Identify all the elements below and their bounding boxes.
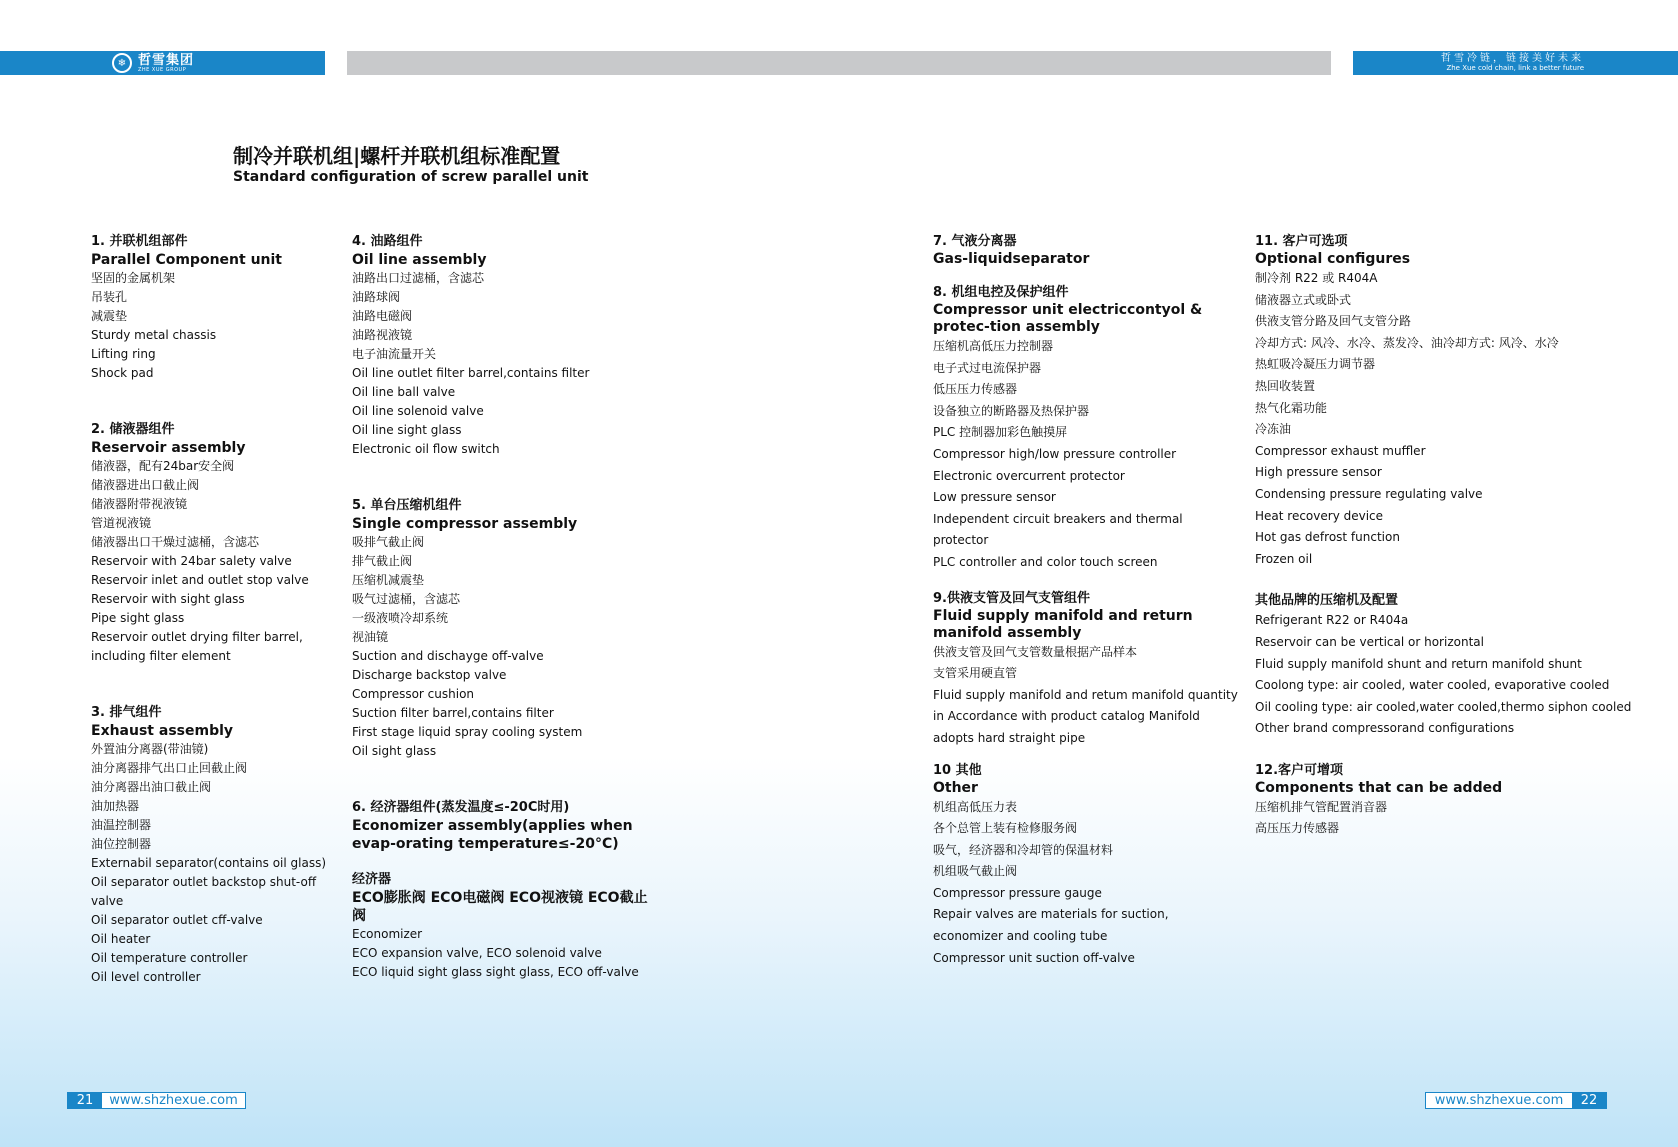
list-item: 油分离器出油口截止阀 bbox=[91, 780, 212, 794]
list-item: Oil separator outlet cff-valve bbox=[91, 913, 263, 927]
section-1-2 bbox=[91, 421, 346, 666]
section-heading-cn: 8. 机组电控及保护组件 bbox=[933, 285, 1069, 300]
section-heading-cn: 其他品牌的压缩机及配置 bbox=[1255, 593, 1399, 609]
list-item: Reservoir can be vertical or horizontal bbox=[1255, 634, 1484, 649]
section-4-1 bbox=[1255, 233, 1655, 570]
list-item: Sturdy metal chassis bbox=[91, 328, 217, 342]
section-2-2 bbox=[352, 497, 652, 761]
list-item: economizer and cooling tube bbox=[933, 929, 1108, 944]
section-heading-en: Single compressor assembly bbox=[352, 516, 578, 532]
list-item: 供液支管分路及回气支管分路 bbox=[1255, 314, 1412, 329]
column-2 bbox=[352, 233, 652, 982]
list-item: Fluid supply manifold shunt and return manifold shunt bbox=[1255, 656, 1582, 671]
slogan-en: Zhe Xue cold chain, link a better future bbox=[1446, 64, 1584, 72]
list-item: 制冷剂 R22 或 R404A bbox=[1255, 271, 1378, 285]
logo-name-en: ZHE XUE GROUP bbox=[138, 66, 187, 73]
section-heading-en: Fluid supply manifold and return manifold assembly bbox=[933, 607, 1193, 641]
list-item: 吸排气截止阀 bbox=[352, 535, 425, 549]
list-item: 电子油流量开关 bbox=[352, 347, 437, 361]
section-4-3 bbox=[1255, 762, 1655, 840]
section-heading-cn: 1. 并联机组部件 bbox=[91, 234, 188, 249]
list-item: PLC controller and color touch screen bbox=[933, 554, 1158, 569]
list-item: Oil line outlet filter barrel,contains filter bbox=[352, 366, 590, 380]
list-item: 支管采用硬直管 bbox=[933, 666, 1018, 681]
list-item: Frozen oil bbox=[1255, 551, 1313, 566]
list-item: Lifting ring bbox=[91, 347, 156, 361]
section-3-2 bbox=[933, 284, 1238, 574]
page-number-left: 21 bbox=[68, 1093, 102, 1108]
list-item: 油路视液镜 bbox=[352, 328, 413, 342]
section-2-4 bbox=[352, 871, 652, 982]
list-item: Reservoir with 24bar salety valve bbox=[91, 554, 292, 568]
section-heading-cn: 11. 客户可选项 bbox=[1255, 234, 1348, 249]
list-item: 低压压力传感器 bbox=[933, 382, 1018, 397]
section-2-3 bbox=[352, 799, 652, 853]
section-heading-en: Oil line assembly bbox=[352, 252, 487, 268]
section-4-2 bbox=[1255, 592, 1655, 740]
list-item: Reservoir outlet drying filter barrel, bbox=[91, 630, 303, 644]
list-item: High pressure sensor bbox=[1255, 465, 1382, 480]
section-heading-cn: 4. 油路组件 bbox=[352, 234, 423, 249]
list-item: 机组吸气截止阀 bbox=[933, 864, 1018, 879]
list-item: 排气截止阀 bbox=[352, 554, 413, 568]
column-3 bbox=[933, 233, 1238, 969]
section-2-1 bbox=[352, 233, 652, 459]
page-number-right: 22 bbox=[1572, 1093, 1606, 1108]
section-1-3 bbox=[91, 704, 346, 987]
list-item: 吊装孔 bbox=[91, 290, 128, 304]
list-item: 设备独立的断路器及热保护器 bbox=[933, 403, 1090, 418]
header-bar-middle bbox=[347, 51, 1331, 75]
list-item: 油位控制器 bbox=[91, 837, 152, 851]
website-link-left[interactable]: www.shzhexue.com bbox=[109, 1093, 238, 1108]
list-item: Hot gas defrost function bbox=[1255, 530, 1400, 545]
section-heading-cn: 10 其他 bbox=[933, 762, 982, 778]
brand-logo bbox=[112, 53, 194, 73]
list-item: Oil level controller bbox=[91, 970, 201, 984]
list-item: 油路电磁阀 bbox=[352, 309, 413, 323]
section-heading-cn: 6. 经济器组件(蒸发温度≤-20C时用) bbox=[352, 800, 570, 815]
section-3-4 bbox=[933, 762, 1238, 970]
section-heading-cn: 5. 单台压缩机组件 bbox=[352, 498, 462, 513]
list-item: Pipe sight glass bbox=[91, 611, 185, 625]
list-item: Heat recovery device bbox=[1255, 508, 1384, 523]
list-item: Low pressure sensor bbox=[933, 490, 1056, 505]
list-item: Compressor pressure gauge bbox=[933, 885, 1102, 900]
list-item: Oil line ball valve bbox=[352, 385, 456, 399]
list-item: Oil cooling type: air cooled,water cooled,thermo siphon cooled bbox=[1255, 699, 1632, 714]
list-item: Compressor high/low pressure controller bbox=[933, 446, 1177, 461]
list-item: Oil sight glass bbox=[352, 744, 437, 758]
list-item: 油加热器 bbox=[91, 799, 140, 813]
section-heading-cn: 3. 排气组件 bbox=[91, 705, 162, 720]
list-item: 视油镜 bbox=[352, 630, 389, 644]
list-item: Other brand compressorand configurations bbox=[1255, 721, 1515, 736]
list-item: Compressor unit suction off-valve bbox=[933, 950, 1135, 965]
footer-right bbox=[1425, 1092, 1607, 1109]
list-item: 减震垫 bbox=[91, 309, 128, 323]
list-item: PLC 控制器加彩色触摸屏 bbox=[933, 425, 1068, 440]
list-item: Shock pad bbox=[91, 366, 154, 380]
section-heading-en: Parallel Component unit bbox=[91, 252, 282, 268]
page-title-cn: 制冷并联机组|螺杆并联机组标准配置 bbox=[233, 144, 561, 168]
list-item: ECO liquid sight glass sight glass, ECO off-valve bbox=[352, 965, 639, 979]
list-item: Reservoir inlet and outlet stop valve bbox=[91, 573, 309, 587]
list-item: Oil separator outlet backstop shut-off valve bbox=[91, 875, 317, 908]
list-item: 供液支管及回气支管数量根据产品样本 bbox=[933, 644, 1138, 659]
logo-name-cn: 哲雪集团 bbox=[138, 52, 195, 68]
section-heading-en: Other bbox=[933, 779, 978, 796]
list-item: 高压压力传感器 bbox=[1255, 821, 1340, 836]
list-item: 油分离器排气出口止回截止阀 bbox=[91, 761, 248, 775]
list-item: 压缩机高低压力控制器 bbox=[933, 339, 1054, 353]
list-item: 储液器，配有24bar安全阀 bbox=[91, 459, 235, 473]
header-bar-right bbox=[1353, 51, 1678, 75]
list-item: Electronic oil flow switch bbox=[352, 442, 500, 456]
page-title bbox=[233, 144, 588, 186]
column-1 bbox=[91, 233, 346, 987]
list-item: Condensing pressure regulating valve bbox=[1255, 486, 1483, 501]
column-4 bbox=[1255, 233, 1655, 840]
list-item: 吸气，经济器和冷却管的保温材料 bbox=[933, 842, 1114, 857]
list-item: ECO expansion valve, ECO solenoid valve bbox=[352, 946, 602, 960]
footer-left bbox=[67, 1092, 246, 1109]
list-item: 储液器进出口截止阀 bbox=[91, 478, 200, 492]
list-item: Independent circuit breakers and thermal protector bbox=[933, 511, 1183, 548]
section-heading-en: Exhaust assembly bbox=[91, 723, 234, 739]
list-item: Suction filter barrel,contains filter bbox=[352, 706, 554, 720]
list-item: 热虹吸冷凝压力调节器 bbox=[1255, 357, 1376, 372]
list-item: Externabil separator(contains oil glass) bbox=[91, 856, 327, 870]
list-item: 坚固的金属机架 bbox=[91, 271, 176, 285]
section-3-3 bbox=[933, 590, 1238, 750]
list-item: 一级液喷冷却系统 bbox=[352, 611, 449, 625]
list-item: Coolong type: air cooled, water cooled, evaporative cooled bbox=[1255, 678, 1610, 693]
list-item: 管道视液镜 bbox=[91, 516, 152, 530]
list-item: Electronic overcurrent protector bbox=[933, 468, 1125, 483]
list-item: Oil line solenoid valve bbox=[352, 404, 484, 418]
list-item: Discharge backstop valve bbox=[352, 668, 507, 682]
list-item: 油路球阀 bbox=[352, 290, 401, 304]
list-item: 油温控制器 bbox=[91, 818, 152, 832]
list-item: Oil temperature controller bbox=[91, 951, 248, 965]
logo-icon: ❄ bbox=[112, 53, 132, 73]
list-item: 油路出口过滤桶，含滤芯 bbox=[352, 271, 485, 285]
list-item: adopts hard straight pipe bbox=[933, 730, 1086, 745]
page-title-en: Standard configuration of screw parallel unit bbox=[233, 169, 589, 185]
list-item: Economizer bbox=[352, 927, 423, 941]
list-item: 热气化霜功能 bbox=[1255, 400, 1328, 415]
list-item: 机组高低压力表 bbox=[933, 799, 1018, 814]
list-item: Oil line sight glass bbox=[352, 423, 462, 437]
list-item: including filter element bbox=[91, 649, 231, 663]
list-item: 冷冻油 bbox=[1255, 422, 1292, 437]
list-item: 储液器出口干燥过滤桶，含滤芯 bbox=[91, 535, 260, 549]
section-heading-en: Components that can be added bbox=[1255, 779, 1503, 796]
list-item: 吸气过滤桶，含滤芯 bbox=[352, 592, 461, 606]
section-heading-en: Economizer assembly(applies when evap-orating temperature≤-20°C) bbox=[352, 818, 633, 852]
section-heading-en: Reservoir assembly bbox=[91, 440, 246, 456]
website-link-right[interactable]: www.shzhexue.com bbox=[1434, 1093, 1564, 1108]
section-heading-en: Compressor unit electriccontyol & protec-tion assembly bbox=[933, 302, 1203, 335]
list-item: Reservoir with sight glass bbox=[91, 592, 245, 606]
list-item: Fluid supply manifold and retum manifold quantity bbox=[933, 687, 1238, 702]
list-item: 冷却方式: 风冷、水冷、蒸发冷、油冷却方式: 风冷、水冷 bbox=[1255, 335, 1559, 350]
list-item: 电子式过电流保护器 bbox=[933, 360, 1042, 375]
section-1-1 bbox=[91, 233, 346, 383]
list-item: Oil heater bbox=[91, 932, 151, 946]
list-item: 外置油分离器(带油镜) bbox=[91, 742, 209, 756]
slogan-cn: 哲雪冷链，链接美好未来 bbox=[1441, 53, 1584, 64]
list-item: 热回收装置 bbox=[1255, 378, 1316, 393]
list-item: 各个总管上装有检修服务阀 bbox=[933, 821, 1078, 836]
list-item: Suction and dischayge off-valve bbox=[352, 649, 544, 663]
list-item: 压缩机排气管配置消音器 bbox=[1255, 799, 1388, 814]
section-3-1 bbox=[933, 233, 1238, 268]
slogan bbox=[1441, 54, 1584, 72]
section-heading-en: ECO膨胀阀 ECO电磁阀 ECO视液镜 ECO截止阀 bbox=[352, 890, 648, 924]
list-item: Refrigerant R22 or R404a bbox=[1255, 613, 1409, 628]
list-item: Repair valves are materials for suction, bbox=[933, 907, 1169, 922]
section-heading-cn: 12.客户可增项 bbox=[1255, 762, 1344, 778]
section-heading-cn: 2. 储液器组件 bbox=[91, 422, 175, 437]
list-item: in Accordance with product catalog Manifold bbox=[933, 709, 1200, 724]
list-item: 压缩机减震垫 bbox=[352, 573, 425, 587]
section-heading-cn: 经济器 bbox=[352, 872, 392, 887]
list-item: Compressor cushion bbox=[352, 687, 475, 701]
header-bar-left bbox=[0, 51, 325, 75]
list-item: 储液器附带视液镜 bbox=[91, 497, 188, 511]
list-item: First stage liquid spray cooling system bbox=[352, 725, 583, 739]
section-heading-cn: 7. 气液分离器 bbox=[933, 234, 1017, 249]
section-heading-en: Optional configures bbox=[1255, 251, 1411, 267]
list-item: Compressor exhaust muffler bbox=[1255, 443, 1426, 458]
section-heading-cn: 9.供液支管及回气支管组件 bbox=[933, 590, 1090, 606]
list-item: 储液器立式或卧式 bbox=[1255, 292, 1352, 307]
section-heading-en: Gas-liquidseparator bbox=[933, 251, 1090, 267]
